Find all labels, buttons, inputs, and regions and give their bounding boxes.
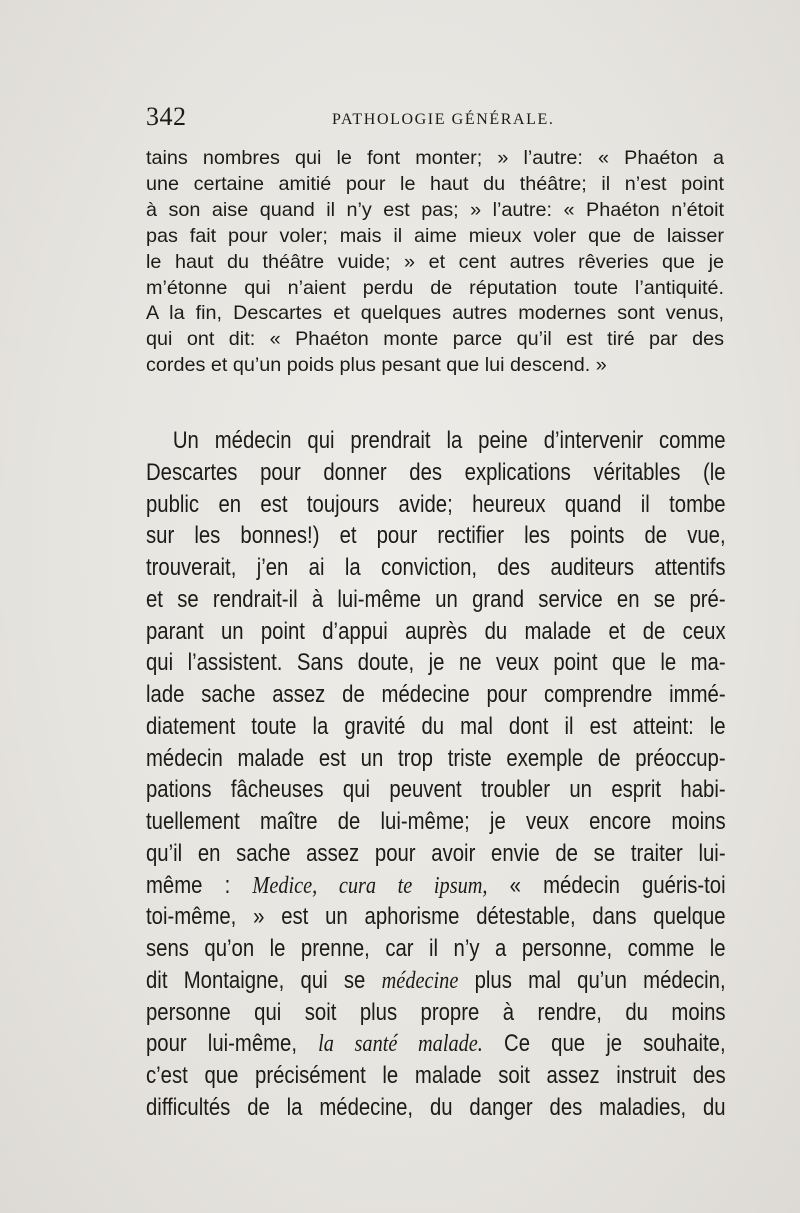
quote-line: tains nombres qui le font monter; » l’autre: « Phaéton a (146, 147, 724, 169)
body-line: toi-même, » est un aphorisme détestable, dans quelque (146, 903, 726, 931)
quote-line: une certaine amitié pour le haut du théâtre; il n’est point (146, 172, 724, 195)
quote-line: pas fait pour voler; mais il aime mieux voler que de laisser (146, 224, 724, 247)
body-line: qui l’assistent. Sans doute, je ne veux point que le ma- (146, 649, 726, 677)
quote-line: à son aise quand il n’y est pas; » l’autre: « Phaéton n’étoit (146, 198, 724, 221)
body-line: qu’il en sache assez pour avoir envie de se traiter lui- (146, 839, 726, 867)
quote-line: qui ont dit: « Phaéton monte parce qu’il est tiré par des (146, 328, 724, 351)
body-line: lade sache assez de médecine pour comprendre immé- (146, 681, 726, 708)
body-text-segment: « médecin guéris-toi (487, 871, 726, 899)
quote-line: cordes et qu’un poids plus pesant que lui descend. » (146, 354, 607, 377)
body-line: trouverait, j’en ai la conviction, des auditeurs attentifs (146, 554, 726, 581)
quote-line: A la fin, Descartes et quelques autres modernes sont venus, (146, 302, 724, 325)
body-line: médecin malade est un trop triste exemple de préoccup- (146, 744, 726, 772)
body-line: diatement toute la gravité du mal dont il est atteint: le (146, 712, 726, 740)
quotation-block (146, 146, 724, 379)
body-line: difficultés de la médecine, du danger des maladies, du (146, 1093, 726, 1121)
page-number: 342 (146, 102, 187, 131)
body-text-segment: plus mal qu’un médecin, (458, 966, 726, 994)
emphasized-word: médecine (381, 966, 459, 994)
latin-phrase: Medice, cura te ipsum, (252, 871, 488, 899)
body-line: pations fâcheuses qui peuvent troubler un esprit habi- (146, 776, 726, 804)
body-line: sur les bonnes!) et pour rectifier les points de vue, (146, 522, 726, 550)
body-line: tuellement maître de lui-même; je veux encore moins (146, 808, 726, 835)
emphasized-phrase: la santé malade. (318, 1030, 483, 1058)
body-line: sens qu’on le prenne, car il n’y a personne, comme le (146, 935, 726, 962)
body-text-segment: Ce que je souhaite, (482, 1030, 726, 1058)
body-line: Descartes pour donner des explications véritables (le (146, 458, 726, 486)
running-head: PATHOLOGIE GÉNÉRALE. (332, 111, 555, 128)
body-line: et se rendrait-il à lui-même un grand service en se pré- (146, 585, 726, 613)
body-line (146, 1028, 726, 1060)
body-line (146, 870, 726, 902)
body-text-segment: pour lui-même, (146, 1030, 319, 1058)
body-text-segment: dit Montaigne, qui se (146, 966, 382, 994)
body-line: public en est toujours avide; heureux quand il tombe (146, 490, 726, 518)
body-paragraph (146, 425, 726, 1124)
body-line (146, 965, 726, 997)
quote-line: le haut du théâtre vuide; » et cent autres rêveries que je (146, 250, 724, 273)
body-line: parant un point d’appui auprès du malade et de ceux (146, 617, 726, 645)
page-header (146, 102, 726, 138)
quote-line: m’étonne qui n’aient perdu de réputation toute l’antiquité. (146, 276, 724, 299)
body-line: Un médecin qui prendrait la peine d’intervenir comme (172, 427, 726, 454)
body-line: personne qui soit plus propre à rendre, du moins (146, 998, 726, 1026)
body-line: c’est que précisément le malade soit assez instruit des (146, 1062, 726, 1089)
body-text-segment: même : (146, 871, 253, 899)
